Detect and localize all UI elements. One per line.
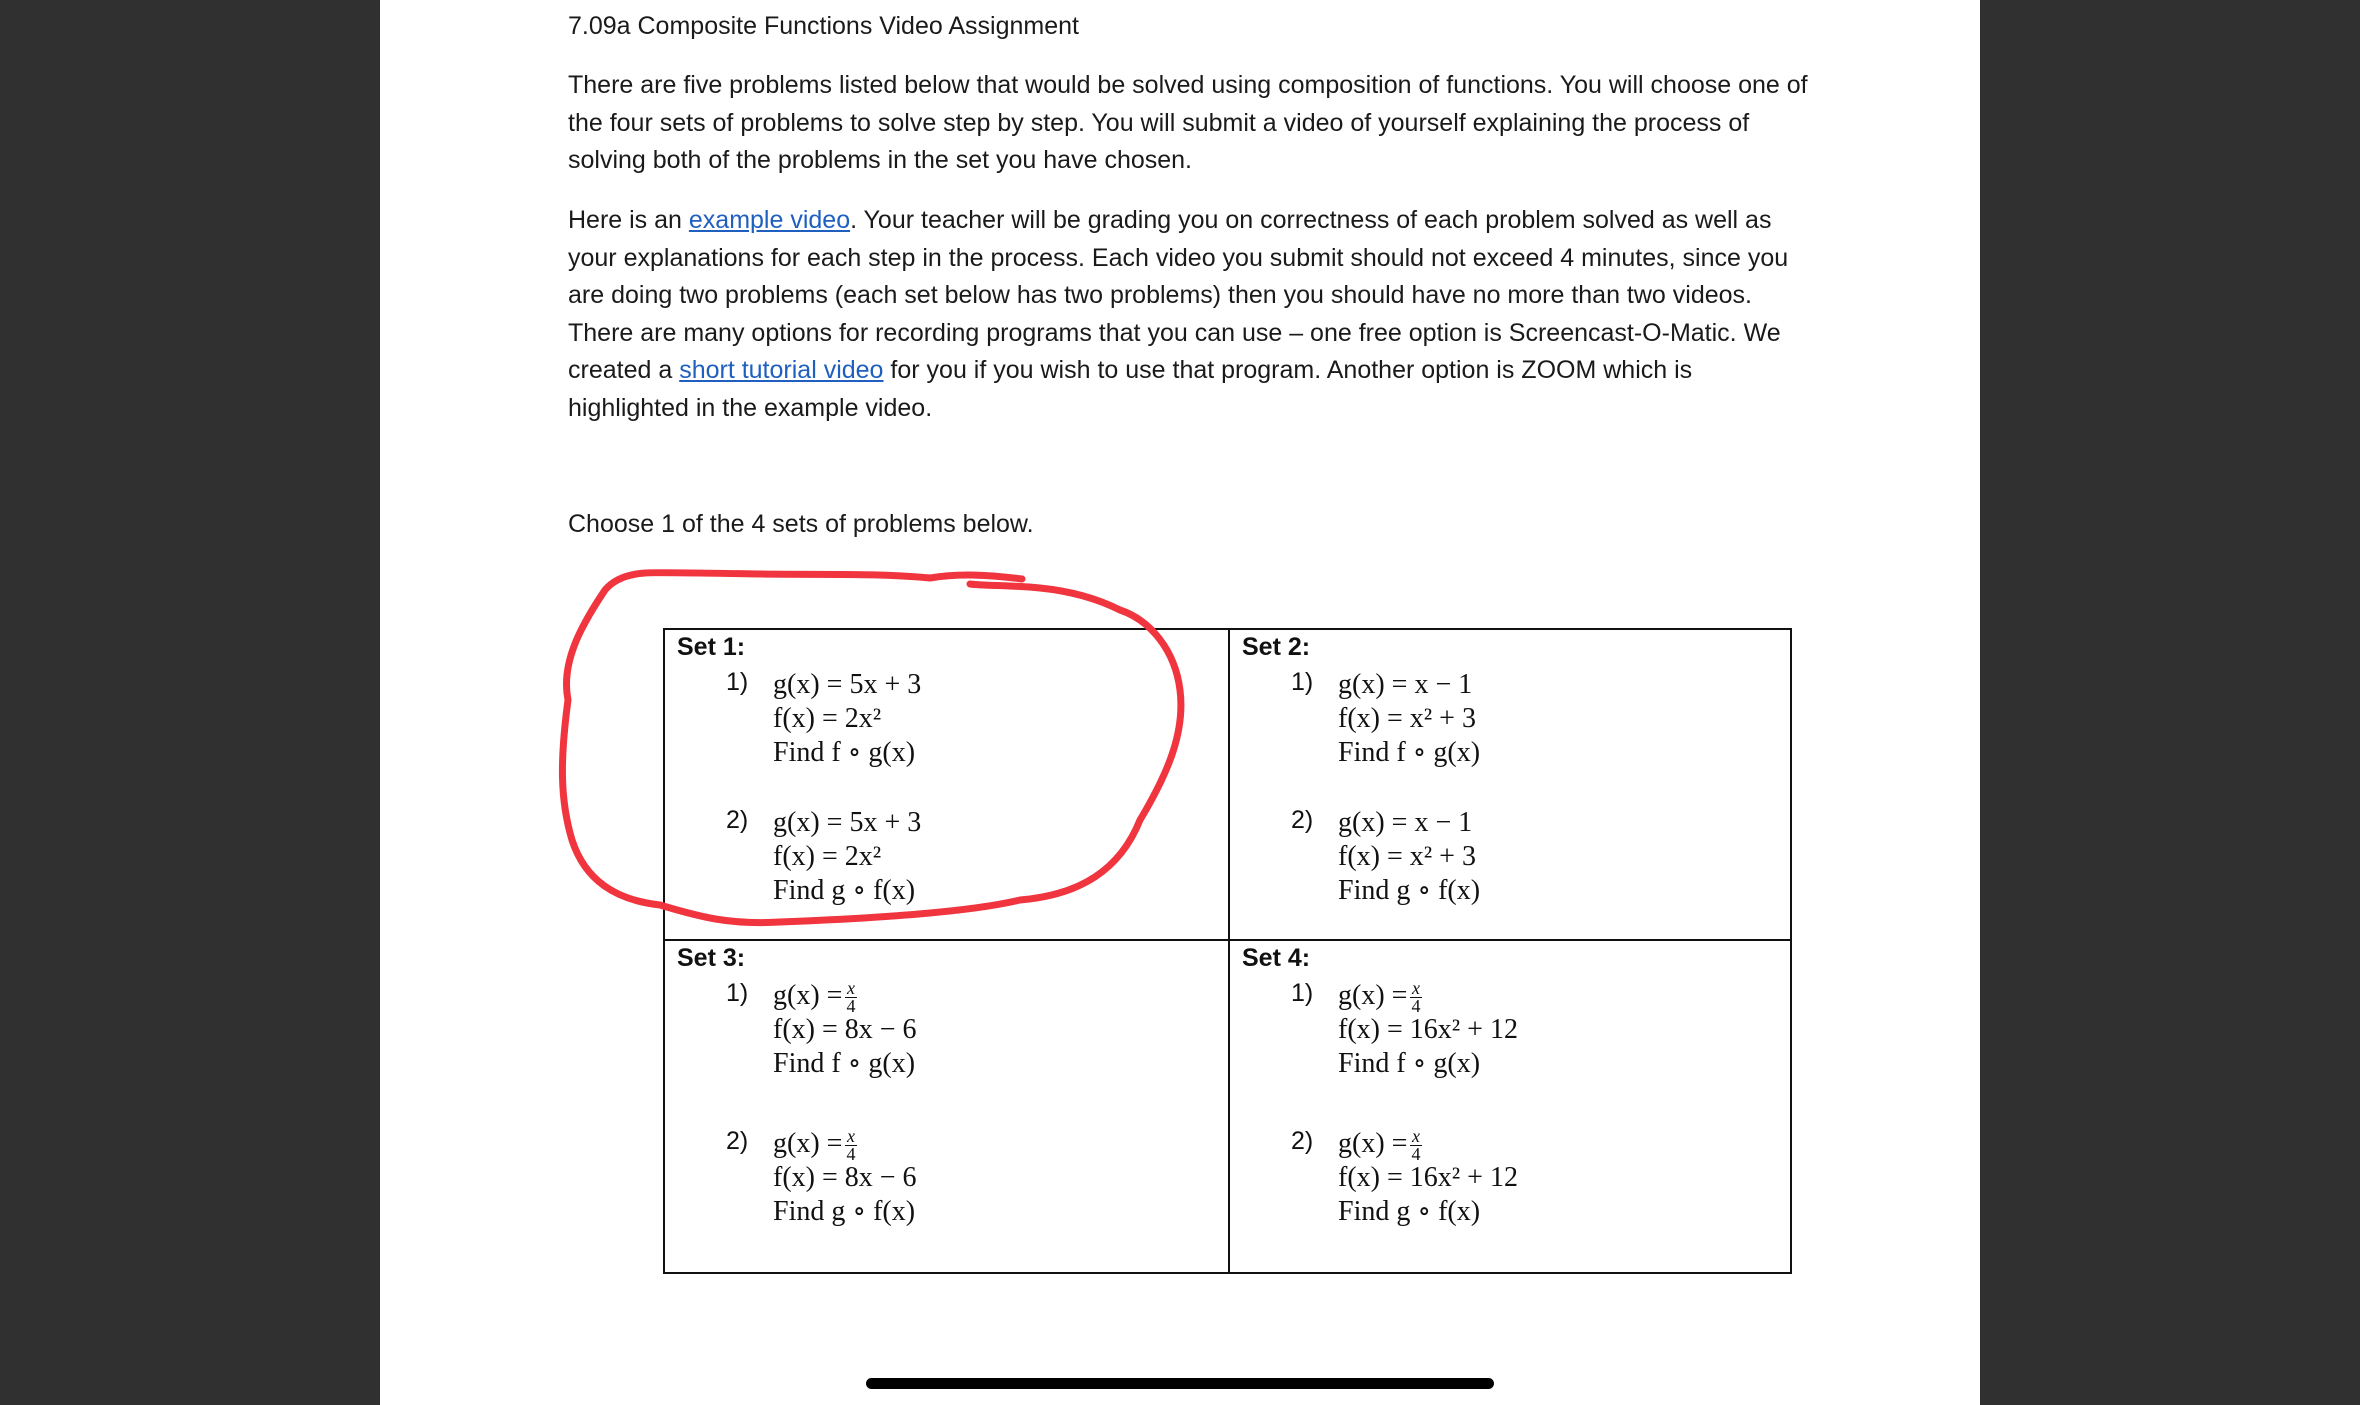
- f-function: f(x) = 2x²: [773, 703, 882, 734]
- fraction-numerator: x: [1411, 978, 1420, 999]
- paragraph-text: . Your teacher will be grading you on correctness of each problem solved as well as your explanations for each step in the process. Each video you submit should not exceed 4 minutes, since you are doing two problems (each set below has two problems) then you should have no more than two videos. There are many options for recording programs that you can use – one free option is Screencast-O-Matic. We created a: [568, 206, 1789, 385]
- problem-math: [773, 668, 921, 770]
- example-video-link[interactable]: example video: [688, 206, 851, 234]
- problem-number: 1): [1291, 668, 1314, 696]
- fraction-denominator: 4: [1411, 996, 1421, 1017]
- fraction: [1409, 1128, 1422, 1163]
- fraction: [844, 980, 857, 1015]
- set-label: Set 3:: [677, 944, 746, 972]
- fraction: [1409, 980, 1422, 1015]
- f-function: f(x) = 16x² + 12: [1338, 1014, 1518, 1045]
- g-function: g(x) = x − 1: [1338, 807, 1473, 838]
- document-title: 7.09a Composite Functions Video Assignment: [568, 12, 1079, 40]
- instructions-paragraph: There are five problems listed below that would be solved using composition of functions. You will choose one of the four sets of problems to solve step by step. You will submit a video of yourself explaining the process of solving both of the problems in the set you have chosen.: [568, 71, 1808, 175]
- problem-math: [1338, 979, 1518, 1081]
- problem-math: [1338, 1127, 1518, 1229]
- problem-math: [773, 1127, 917, 1229]
- g-function: [773, 1126, 917, 1165]
- set-4-cell: [1230, 941, 1793, 1272]
- fraction-numerator: x: [846, 1126, 855, 1147]
- f-function: f(x) = 16x² + 12: [1338, 1162, 1518, 1193]
- paragraph-text: Here is an: [568, 206, 689, 234]
- g-prefix: g(x) =: [1338, 980, 1408, 1011]
- home-indicator-bar[interactable]: [866, 1378, 1494, 1389]
- find-expression: Find f ∘ g(x): [1338, 1048, 1481, 1079]
- set-1-cell: [665, 630, 1228, 939]
- find-expression: Find g ∘ f(x): [773, 875, 916, 906]
- set-label: Set 4:: [1242, 944, 1311, 972]
- f-function: f(x) = 2x²: [773, 841, 882, 872]
- set-2-cell: [1230, 630, 1793, 939]
- g-function: [1338, 1126, 1518, 1165]
- fraction-denominator: 4: [1411, 1144, 1421, 1165]
- problem-number: 2): [1291, 1127, 1314, 1155]
- f-function: f(x) = 8x − 6: [773, 1014, 917, 1045]
- find-expression: Find g ∘ f(x): [1338, 875, 1481, 906]
- f-function: f(x) = 8x − 6: [773, 1162, 917, 1193]
- g-function: [1338, 978, 1518, 1017]
- g-function: g(x) = x − 1: [1338, 669, 1473, 700]
- f-function: f(x) = x² + 3: [1338, 703, 1476, 734]
- fraction-denominator: 4: [846, 1144, 856, 1165]
- short-tutorial-video-link[interactable]: short tutorial video: [679, 356, 884, 385]
- set-label: Set 2:: [1242, 633, 1311, 661]
- problem-number: 1): [1291, 979, 1314, 1007]
- problem-sets-table: [663, 628, 1792, 1274]
- paragraph-text: for you if you wish to use that program. Another option is ZOOM which is highlighted in the example video.: [568, 356, 1693, 422]
- g-function: g(x) = 5x + 3: [773, 669, 922, 700]
- problem-number: 2): [726, 806, 749, 834]
- problem-number: 2): [726, 1127, 749, 1155]
- choose-set-text: Choose 1 of the 4 sets of problems below.: [568, 510, 1034, 538]
- find-expression: Find f ∘ g(x): [773, 737, 916, 768]
- find-expression: Find f ∘ g(x): [1338, 737, 1481, 768]
- f-function: f(x) = x² + 3: [1338, 841, 1476, 872]
- video-instructions-paragraph: [568, 202, 1818, 428]
- g-prefix: g(x) =: [773, 1128, 843, 1159]
- fraction-numerator: x: [846, 978, 855, 999]
- fraction-numerator: x: [1411, 1126, 1420, 1147]
- fraction-denominator: 4: [846, 996, 856, 1017]
- fraction: [844, 1128, 857, 1163]
- problem-math: [1338, 668, 1480, 770]
- g-function: g(x) = 5x + 3: [773, 807, 922, 838]
- g-prefix: g(x) =: [1338, 1128, 1408, 1159]
- problem-number: 2): [1291, 806, 1314, 834]
- problem-number: 1): [726, 668, 749, 696]
- set-label: Set 1:: [677, 633, 746, 661]
- find-expression: Find g ∘ f(x): [773, 1196, 916, 1227]
- g-function: [773, 978, 917, 1017]
- problem-math: [1338, 806, 1480, 908]
- set-3-cell: [665, 941, 1228, 1272]
- g-prefix: g(x) =: [773, 980, 843, 1011]
- find-expression: Find g ∘ f(x): [1338, 1196, 1481, 1227]
- problem-number: 1): [726, 979, 749, 1007]
- problem-math: [773, 806, 921, 908]
- find-expression: Find f ∘ g(x): [773, 1048, 916, 1079]
- problem-math: [773, 979, 917, 1081]
- document-page: [380, 0, 1980, 1405]
